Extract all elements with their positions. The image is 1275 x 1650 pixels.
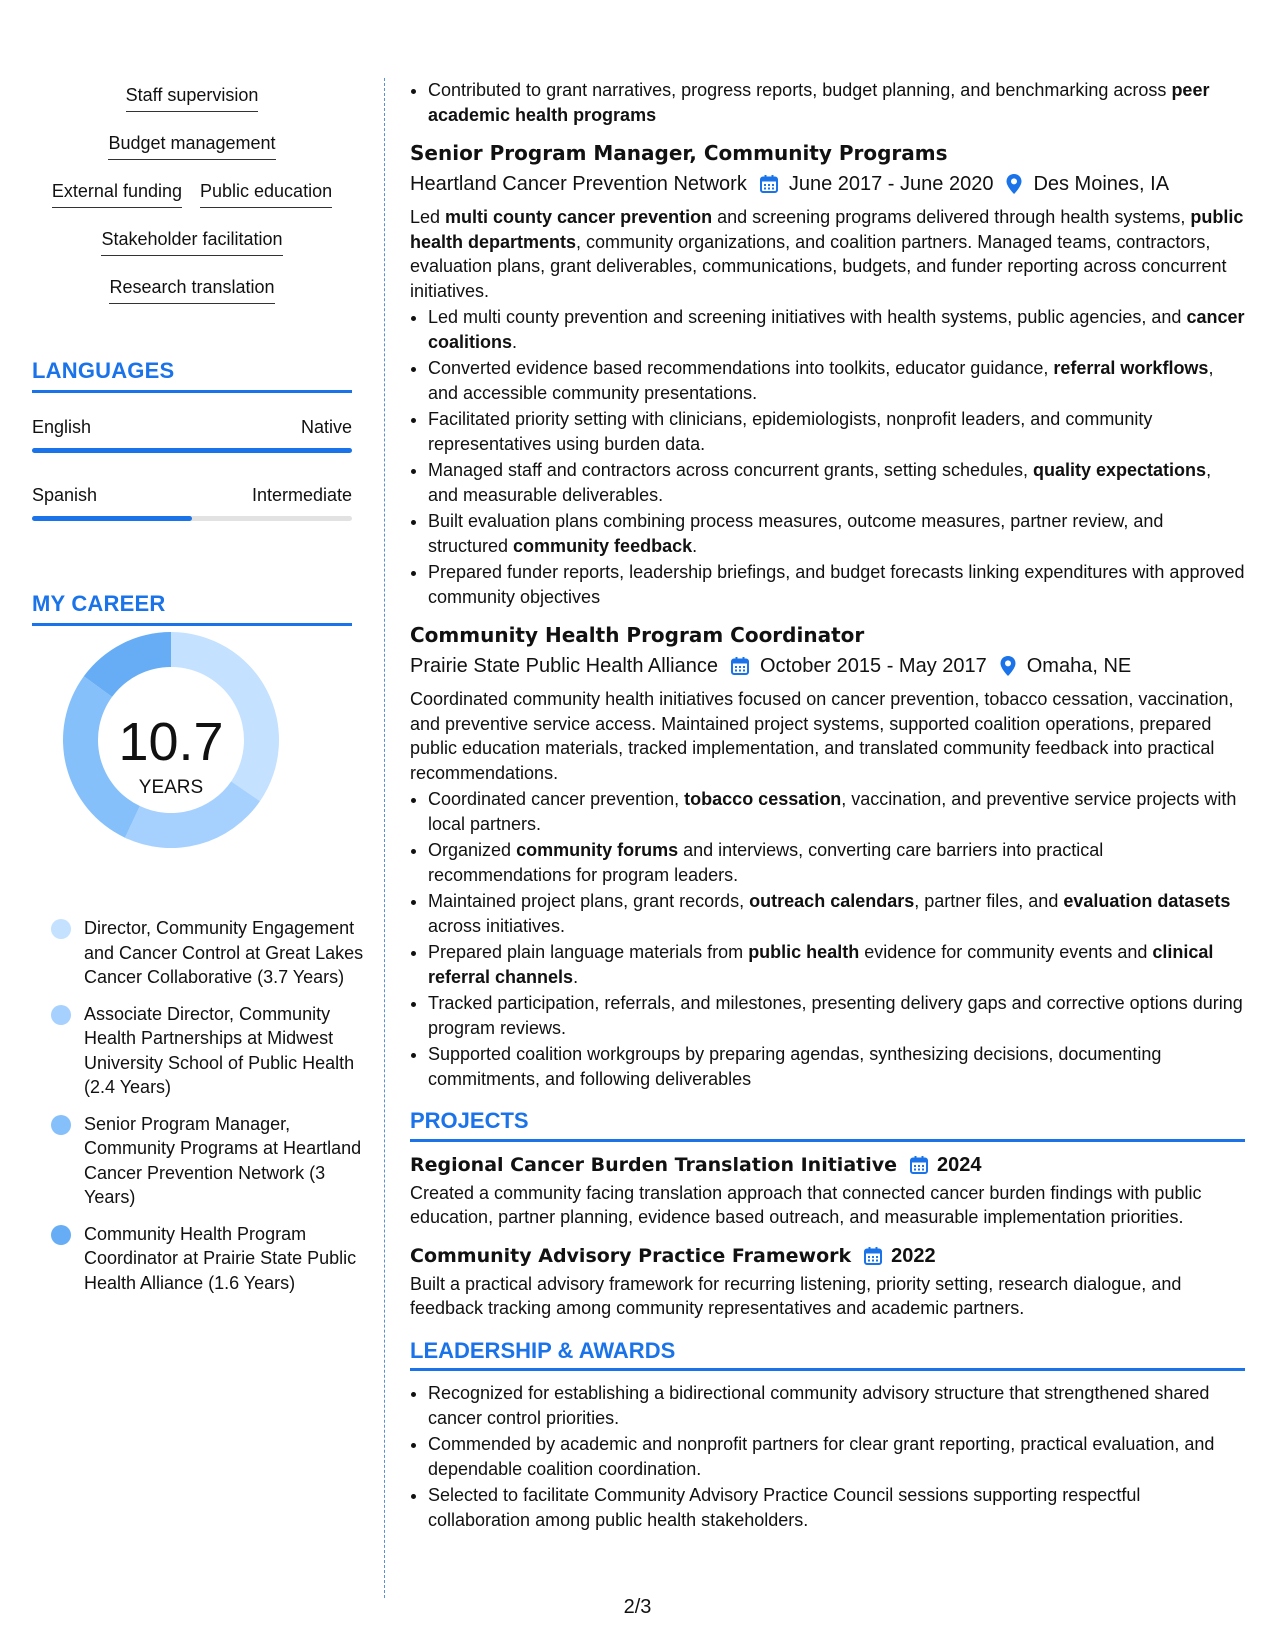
- bullet-item: • Coordinated cancer prevention, tobacco cessation, vaccination, and preventive service projects with local partners.: [428, 787, 1245, 836]
- award-item: • Selected to facilitate Community Advisory Practice Council sessions supporting respectful collaboration among public health stakeholders.: [428, 1483, 1245, 1532]
- awards-list: [410, 1381, 1245, 1532]
- job-description: Coordinated community health initiatives focused on cancer prevention, tobacco cessation, vaccination, and preventive service access. Maintained project systems, supported coalition operations, prepared public education materials, tracked implementation, and translated community feedback into practical recommendations.: [410, 689, 1234, 783]
- award-item: • Recognized for establishing a bidirectional community advisory structure that strengthened shared cancer control priorities.: [428, 1381, 1245, 1430]
- project-title: Community Advisory Practice Framework: [410, 1244, 852, 1267]
- projects-title: PROJECTS: [410, 1109, 1245, 1142]
- project-year: 2024: [937, 1153, 982, 1176]
- language-bar: [32, 448, 352, 453]
- project-entry: [410, 1242, 1245, 1321]
- project-title: Regional Cancer Burden Translation Initiative: [410, 1153, 898, 1176]
- job-meta: [410, 652, 1245, 680]
- language-item: [32, 417, 352, 453]
- career-legend-item: [32, 1112, 374, 1210]
- language-bar-fill: [32, 516, 192, 521]
- skills-list: [32, 78, 352, 318]
- job-location: Des Moines, IA: [1033, 173, 1170, 195]
- skill-tag: Stakeholder facilitation: [101, 228, 282, 256]
- legend-dot: [51, 1225, 71, 1245]
- bullet-item: • Tracked participation, referrals, and milestones, presenting delivery gaps and corrective options during program reviews.: [428, 991, 1245, 1040]
- job-entry: [410, 139, 1245, 609]
- job-bullets: [410, 787, 1245, 1091]
- page-number: 2/3: [623, 1596, 652, 1618]
- language-level: Intermediate: [251, 485, 352, 505]
- career-legend-item: [32, 916, 374, 990]
- language-name: Spanish: [32, 485, 98, 505]
- bullet-text: Contributed to grant narratives, progress reports, budget planning, and benchmarking across: [428, 80, 1172, 100]
- bullet-item: • Led multi county prevention and screening initiatives with health systems, public agencies, and cancer coalitions.: [428, 305, 1245, 354]
- left-column: [32, 78, 364, 1307]
- language-level: Native: [300, 417, 352, 437]
- career-donut-chart: [32, 626, 352, 916]
- languages-title: LANGUAGES: [32, 358, 352, 393]
- legend-dot: [51, 1115, 71, 1135]
- donut-svg: [32, 626, 352, 916]
- bullet-bold: peer academic health programs: [428, 80, 1210, 125]
- skill-tag: External funding: [52, 180, 182, 208]
- bullet-item: • Supported coalition workgroups by preparing agendas, synthesizing decisions, documenting commitments, and following deliverables: [428, 1042, 1245, 1091]
- project-description: Created a community facing translation approach that connected cancer burden findings with public education, partner planning, evidence based outreach, and measurable implementation priorities.: [410, 1182, 1202, 1227]
- career-legend: [32, 916, 364, 1295]
- continued-bullets: [410, 78, 1245, 127]
- right-column: [410, 78, 1245, 1534]
- project-description: Built a practical advisory framework for recurring listening, priority setting, research dialogue, and feedback tracking among community representatives and academic partners.: [410, 1273, 1182, 1318]
- calendar-icon: [759, 174, 779, 194]
- languages-section: [32, 358, 352, 521]
- calendar-icon: [863, 1246, 883, 1266]
- bullet-item: • Prepared funder reports, leadership briefings, and budget forecasts linking expenditures with approved community objectives: [428, 560, 1245, 609]
- career-total-value: 10.7: [118, 712, 224, 772]
- job-org: Prairie State Public Health Alliance: [410, 655, 718, 677]
- language-name: English: [32, 417, 92, 437]
- language-item: [32, 485, 352, 521]
- job-dates: June 2017 - June 2020: [788, 173, 994, 195]
- language-bar: [32, 516, 352, 521]
- job-meta: [410, 170, 1245, 198]
- skill-tag: Public education: [200, 180, 332, 208]
- awards-title: LEADERSHIP & AWARDS: [410, 1339, 1245, 1372]
- bullet-item: • Organized community forums and interviews, converting care barriers into practical recommendations for program leaders.: [428, 838, 1245, 887]
- career-total-unit: YEARS: [138, 777, 204, 798]
- legend-dot: [51, 919, 71, 939]
- bullet-item: • Facilitated priority setting with clinicians, epidemiologists, nonprofit leaders, and community representatives using burden data.: [428, 407, 1245, 456]
- award-item: • Commended by academic and nonprofit partners for clear grant reporting, practical evaluation, and dependable coalition coordination.: [428, 1432, 1245, 1481]
- career-legend-label: Community Health Program Coordinator at Prairie State Public Health Alliance (1.6 Years): [84, 1223, 357, 1293]
- bullet-item: • Converted evidence based recommendations into toolkits, educator guidance, referral workflows, and accessible community presentations.: [428, 356, 1245, 405]
- career-title: MY CAREER: [32, 591, 352, 626]
- calendar-icon: [909, 1155, 929, 1175]
- bullet-item: [428, 78, 1245, 127]
- bullet-item: • Built evaluation plans combining process measures, outcome measures, partner review, and structured community feedback.: [428, 509, 1245, 558]
- job-org: Heartland Cancer Prevention Network: [410, 173, 747, 195]
- skill-tag: Research translation: [109, 276, 274, 304]
- job-bullets: [410, 305, 1245, 609]
- bullet-item: • Maintained project plans, grant records, outreach calendars, partner files, and evaluation datasets across initiatives.: [428, 889, 1245, 938]
- job-dates: October 2015 - May 2017: [759, 655, 987, 677]
- location-pin-icon: [999, 655, 1017, 677]
- career-legend-item: [32, 1002, 374, 1100]
- project-entry: [410, 1151, 1245, 1230]
- job-title: Community Health Program Coordinator: [410, 623, 865, 647]
- career-legend-label: Senior Program Manager, Community Programs at Heartland Cancer Prevention Network (3 Years): [84, 1113, 362, 1207]
- career-legend-label: Director, Community Engagement and Cancer Control at Great Lakes Cancer Collaborative (3.7 Years): [84, 918, 364, 987]
- calendar-icon: [730, 656, 750, 676]
- job-entry: [410, 621, 1245, 1091]
- job-location: Omaha, NE: [1026, 655, 1132, 677]
- job-title: Senior Program Manager, Community Programs: [410, 141, 948, 165]
- bullet-item: • Managed staff and contractors across concurrent grants, setting schedules, quality expectations, and measurable deliverables.: [428, 458, 1245, 507]
- job-description: Led multi county cancer prevention and screening programs delivered through health systems, public health departments, community organizations, and coalition partners. Managed teams, contractors, evaluation plans, grant deliverables, communications, budgets, and funder reporting across concurrent initiatives.: [410, 207, 1244, 301]
- career-legend-label: Associate Director, Community Health Partnerships at Midwest University School of Public Health (2.4 Years): [84, 1003, 355, 1097]
- legend-dot: [51, 1005, 71, 1025]
- skill-tag: Budget management: [108, 132, 275, 160]
- skill-tag: Staff supervision: [126, 84, 259, 112]
- career-legend-item: [32, 1222, 374, 1296]
- language-bar-fill: [32, 448, 352, 453]
- location-pin-icon: [1005, 173, 1023, 195]
- project-year: 2022: [891, 1244, 936, 1267]
- bullet-item: • Prepared plain language materials from public health evidence for community events and clinical referral channels.: [428, 940, 1245, 989]
- career-section: [32, 591, 364, 1295]
- column-divider: [384, 78, 385, 1598]
